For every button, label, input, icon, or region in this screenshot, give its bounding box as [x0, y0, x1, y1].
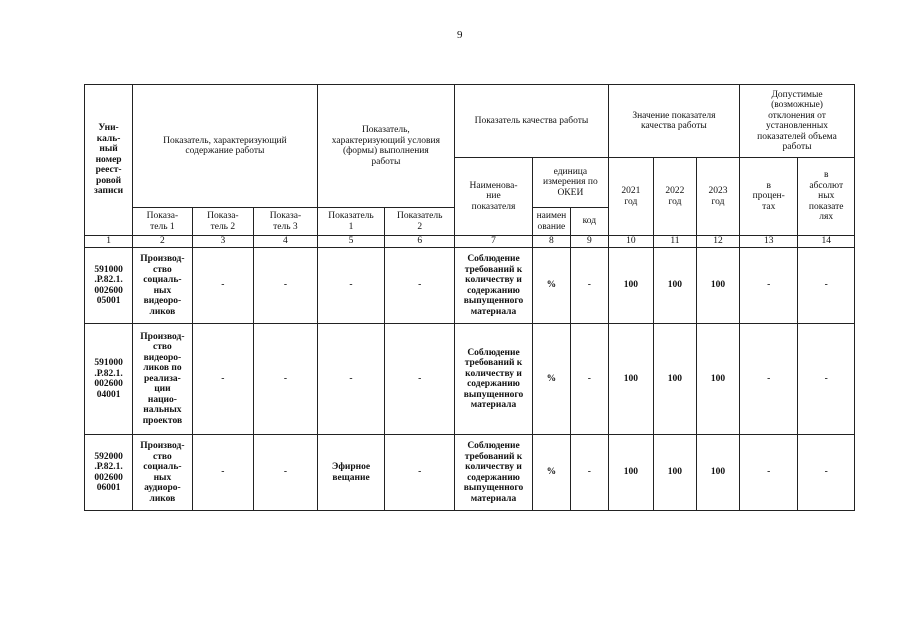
condition-indicator-2: - — [385, 324, 455, 435]
column-number: 8 — [532, 236, 570, 248]
content-indicator-3: - — [254, 324, 318, 435]
column-number: 1 — [85, 236, 133, 248]
content-indicator-1: Производ- ство социаль- ных аудиоро- ликов — [133, 435, 192, 511]
value-2022: 100 — [653, 248, 696, 324]
header-content-group: Показатель, характеризующий содержание работы — [133, 85, 318, 208]
quality-indicator-name: Соблюдение требований к количеству и содержанию выпущенного материала — [455, 324, 533, 435]
registry-number: 592000 .Р.82.1. 002600 06001 — [85, 435, 133, 511]
unit-code: - — [570, 435, 608, 511]
deviation-percent: - — [740, 435, 798, 511]
column-number: 5 — [317, 236, 385, 248]
page-number: 9 — [457, 29, 463, 41]
content-indicator-1: Производ- ство социаль- ных видеоро- ликов — [133, 248, 192, 324]
condition-indicator-1: Эфирное вещание — [317, 435, 385, 511]
column-number: 12 — [696, 236, 739, 248]
header-unit-code: код — [570, 208, 608, 236]
header-conditions-group: Показатель, характеризующий условия (формы) выполнения работы — [317, 85, 454, 208]
deviation-absolute: - — [798, 324, 855, 435]
value-2021: 100 — [608, 248, 653, 324]
header-year-2022: 2022 год — [653, 158, 696, 236]
value-2023: 100 — [696, 435, 739, 511]
quality-indicator-name: Соблюдение требований к количеству и содержанию выпущенного материала — [455, 248, 533, 324]
header-value-group: Значение показателя качества работы — [608, 85, 739, 158]
column-number: 9 — [570, 236, 608, 248]
unit-name: % — [532, 324, 570, 435]
deviation-absolute: - — [798, 435, 855, 511]
header-content-2: Показа- тель 2 — [192, 208, 254, 236]
content-indicator-2: - — [192, 324, 254, 435]
column-number: 13 — [740, 236, 798, 248]
table-row — [85, 324, 855, 435]
header-quality-group: Показатель качества работы — [455, 85, 609, 158]
registry-number: 591000 .Р.82.1. 002600 05001 — [85, 248, 133, 324]
content-indicator-2: - — [192, 435, 254, 511]
registry-number: 591000 .Р.82.1. 002600 04001 — [85, 324, 133, 435]
deviation-percent: - — [740, 324, 798, 435]
column-number-row — [85, 236, 855, 248]
column-number: 10 — [608, 236, 653, 248]
column-number: 3 — [192, 236, 254, 248]
column-number: 2 — [133, 236, 192, 248]
header-year-2023: 2023 год — [696, 158, 739, 236]
header-dev-absolute: в абсолют ных показате лях — [798, 158, 855, 236]
condition-indicator-2: - — [385, 435, 455, 511]
header-quality-name: Наименова- ние показателя — [455, 158, 533, 236]
state-task-table — [84, 84, 855, 511]
condition-indicator-2: - — [385, 248, 455, 324]
content-indicator-1: Производ- ство видеоро- ликов по реализа- ции нацио- нальных проектов — [133, 324, 192, 435]
header-cond-1: Показатель 1 — [317, 208, 385, 236]
unit-code: - — [570, 248, 608, 324]
value-2021: 100 — [608, 324, 653, 435]
header-cond-2: Показатель 2 — [385, 208, 455, 236]
value-2022: 100 — [653, 435, 696, 511]
header-dev-percent: в процен- тах — [740, 158, 798, 236]
header-year-2021: 2021 год — [608, 158, 653, 236]
content-indicator-3: - — [254, 248, 318, 324]
condition-indicator-1: - — [317, 324, 385, 435]
unit-code: - — [570, 324, 608, 435]
column-number: 7 — [455, 236, 533, 248]
quality-indicator-name: Соблюдение требований к количеству и содержанию выпущенного материала — [455, 435, 533, 511]
table-row — [85, 435, 855, 511]
header-content-3: Показа- тель 3 — [254, 208, 318, 236]
value-2021: 100 — [608, 435, 653, 511]
column-number: 6 — [385, 236, 455, 248]
content-indicator-3: - — [254, 435, 318, 511]
unit-name: % — [532, 248, 570, 324]
value-2022: 100 — [653, 324, 696, 435]
header-unit-name: наимен ование — [532, 208, 570, 236]
table-row — [85, 248, 855, 324]
column-number: 4 — [254, 236, 318, 248]
header-deviation-group: Допустимые (возможные) отклонения от установленных показателей объема работы — [740, 85, 855, 158]
unit-name: % — [532, 435, 570, 511]
deviation-percent: - — [740, 248, 798, 324]
column-number: 14 — [798, 236, 855, 248]
header-unique-number: Уни- каль- ный номер реест- ровой записи — [85, 85, 133, 236]
condition-indicator-1: - — [317, 248, 385, 324]
deviation-absolute: - — [798, 248, 855, 324]
value-2023: 100 — [696, 248, 739, 324]
value-2023: 100 — [696, 324, 739, 435]
header-content-1: Показа- тель 1 — [133, 208, 192, 236]
header-unit-group: единица измерения по ОКЕИ — [532, 158, 608, 208]
content-indicator-2: - — [192, 248, 254, 324]
column-number: 11 — [653, 236, 696, 248]
